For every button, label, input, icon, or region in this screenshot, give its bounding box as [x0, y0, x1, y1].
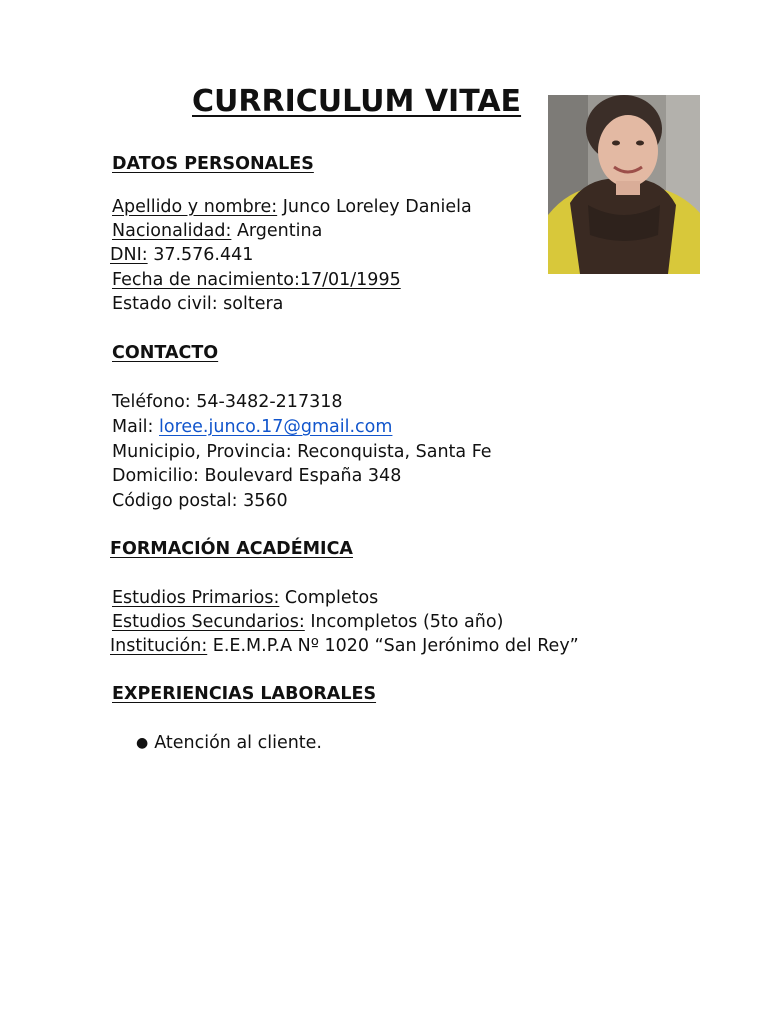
dni-label: DNI:: [110, 245, 148, 265]
nationality-value: Argentina: [231, 221, 323, 241]
nationality-line: [112, 219, 322, 243]
cv-title: CURRICULUM VITAE: [192, 84, 522, 119]
dni-value: 37.576.441: [147, 245, 254, 265]
postal-code-line: Código postal: 3560: [112, 491, 288, 511]
birth-line: [112, 268, 401, 292]
section-heading-experience: EXPERIENCIAS LABORALES: [112, 684, 377, 704]
primary-value: Completos: [279, 588, 379, 608]
mail-label: Mail:: [112, 417, 160, 437]
name-value: Junco Loreley Daniela: [277, 197, 472, 217]
secondary-line: [112, 610, 503, 634]
nationality-label: Nacionalidad:: [112, 221, 232, 241]
name-line: [112, 195, 472, 219]
mail-line: [112, 415, 392, 439]
profile-photo: [548, 95, 700, 274]
mail-link[interactable]: loree.junco.17@gmail.com: [159, 417, 393, 437]
profile-photo-illustration: [548, 95, 700, 274]
institution-line: [110, 634, 579, 658]
institution-label: Institución:: [110, 636, 208, 656]
address-line: Domicilio: Boulevard España 348: [112, 466, 402, 486]
experience-list-item: [136, 731, 322, 755]
institution-value: E.E.M.P.A Nº 1020 “San Jerónimo del Rey”: [207, 636, 579, 656]
section-heading-education: FORMACIÓN ACADÉMICA: [110, 539, 353, 559]
section-heading-contact: CONTACTO: [112, 343, 219, 363]
bullet-icon: ●: [136, 735, 149, 751]
primary-label: Estudios Primarios:: [112, 588, 280, 608]
primary-line: [112, 586, 378, 610]
secondary-label: Estudios Secundarios:: [112, 612, 305, 632]
civil-status-line: Estado civil: soltera: [112, 294, 284, 314]
experience-item-text: Atención al cliente.: [154, 733, 322, 753]
municipality-line: Municipio, Provincia: Reconquista, Santa Fe: [112, 442, 492, 462]
section-heading-personal: DATOS PERSONALES: [112, 154, 314, 174]
birth-text: Fecha de nacimiento:17/01/1995: [112, 270, 401, 290]
phone-line: Teléfono: 54-3482-217318: [112, 392, 343, 412]
dni-line: [110, 243, 253, 267]
secondary-value: Incompletos (5to año): [304, 612, 504, 632]
name-label: Apellido y nombre:: [112, 197, 278, 217]
